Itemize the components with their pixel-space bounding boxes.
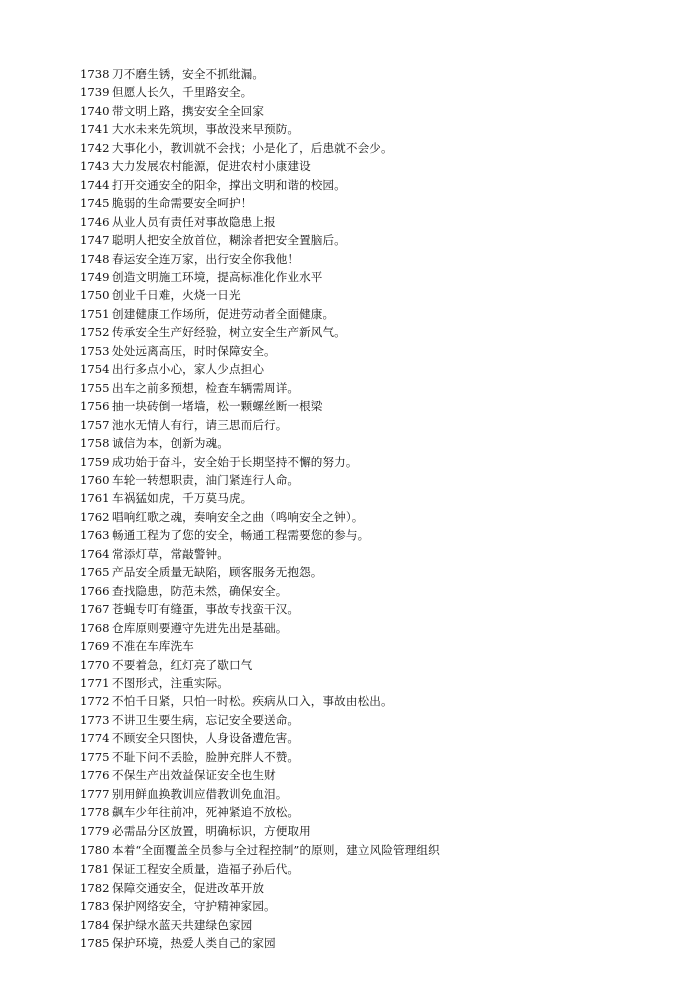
list-item [80,176,440,194]
item-number: 1746 [80,214,110,229]
item-number: 1756 [80,399,110,414]
item-text: 不准在车库洗车 [112,639,194,654]
item-text: 保护网络安全，守护精神家园。 [112,899,276,914]
item-number: 1777 [80,786,110,801]
slogan-list [80,65,440,953]
list-item [80,360,440,378]
item-number: 1785 [80,936,110,951]
item-number: 1770 [80,657,110,672]
list-item [80,582,440,600]
item-number: 1767 [80,602,110,617]
item-number: 1775 [80,749,110,764]
item-number: 1748 [80,251,110,266]
item-text: 苍蝇专叮有缝蛋，事故专找蛮干汉。 [112,602,300,617]
item-text: 唱响红歌之魂，奏响安全之曲（鸣响安全之钟）。 [112,509,364,524]
item-number: 1780 [80,842,110,857]
list-item [80,416,440,434]
item-number: 1755 [80,380,110,395]
item-text: 出车之前多预想，检查车辆需周详。 [112,380,300,395]
item-number: 1776 [80,768,110,783]
item-text: 不顾安全只图快，人身设备遭危害。 [112,731,300,746]
item-text: 刀不磨生锈，安全不抓纰漏。 [112,67,265,81]
item-number: 1739 [80,85,110,100]
item-number: 1751 [80,306,110,321]
list-item [80,803,440,821]
item-number: 1741 [80,122,110,137]
item-number: 1763 [80,528,110,543]
item-text: 别用鲜血换教训应借教训免血泪。 [112,786,288,801]
item-number: 1753 [80,343,110,358]
item-text: 保证工程安全质量，造福子孙后代。 [112,862,300,877]
item-text: 车祸猛如虎，千万莫马虎。 [112,491,253,506]
item-number: 1749 [80,269,110,284]
item-text: 产品安全质量无缺陷，顾客服务无抱怨。 [112,565,323,580]
item-number: 1771 [80,675,110,690]
list-item [80,860,440,878]
list-item [80,711,440,729]
item-number: 1765 [80,565,110,580]
item-text: 聪明人把安全放首位，糊涂者把安全置脑后。 [112,233,346,248]
item-number: 1760 [80,472,110,487]
item-text: 不图形式，注重实际。 [112,675,229,690]
item-text: 飙车少年往前冲，死神紧追不放松。 [112,805,300,820]
item-number: 1784 [80,917,110,932]
list-item [80,545,440,563]
list-item [80,397,440,415]
list-item [80,619,440,637]
item-number: 1740 [80,103,110,118]
list-item [80,656,440,674]
list-item [80,526,440,544]
item-number: 1758 [80,436,110,451]
list-item [80,231,440,249]
list-item [80,434,440,452]
item-text: 不保生产出效益保证安全也生财 [112,768,276,783]
list-item [80,250,440,268]
list-item [80,286,440,304]
item-text: 传承安全生产好经验，树立安全生产新风气。 [112,325,346,340]
list-item [80,194,440,212]
item-text: 打开交通安全的阳伞，撑出文明和谐的校园。 [112,177,346,192]
item-text: 从业人员有责任对事故隐患上报 [112,214,276,229]
item-text: 畅通工程为了您的安全，畅通工程需要您的参与。 [112,528,370,543]
list-item [80,934,440,952]
list-item [80,489,440,507]
item-number: 1778 [80,805,110,820]
item-number: 1769 [80,639,110,654]
item-text: 不怕千日紧，只怕一时松。疾病从口入，事故由松出。 [112,694,393,709]
list-item [80,600,440,618]
item-number: 1774 [80,731,110,746]
item-number: 1759 [80,454,110,469]
list-item [80,879,440,897]
list-item [80,379,440,397]
list-item [80,563,440,581]
item-text: 必需品分区放置，明确标识，方便取用 [112,823,311,838]
item-number: 1743 [80,159,110,174]
item-number: 1782 [80,880,110,895]
item-text: 成功始于奋斗，安全始于长期坚持不懈的努力。 [112,454,358,469]
item-text: 车轮一转想职责，油门紧连行人命。 [112,472,300,487]
item-text: 大事化小，教训就不会找；小是化了，后患就不会少。 [112,140,393,155]
item-text: 春运安全连万家，出行安全你我他！ [112,251,300,266]
item-text: 创造文明施工环境，提高标准化作业水平 [112,269,323,284]
list-item [80,65,440,83]
item-text: 诚信为本，创新为魂。 [112,436,229,451]
list-item [80,766,440,784]
list-item [80,785,440,803]
item-text: 大水未来先筑坝，事故没来早预防。 [112,122,300,137]
list-item [80,157,440,175]
list-item [80,897,440,915]
list-item [80,342,440,360]
item-number: 1742 [80,140,110,155]
item-text: 带文明上路，携安安全全回家 [112,103,265,118]
item-text: 创建健康工作场所，促进劳动者全面健康。 [112,306,335,321]
item-text: 但愿人长久，千里路安全。 [112,85,253,100]
list-item [80,305,440,323]
item-text: 处处远离高压，时时保障安全。 [112,343,276,358]
item-number: 1752 [80,325,110,340]
item-text: 保障交通安全，促进改革开放 [112,880,265,895]
list-item [80,268,440,286]
list-item [80,83,440,101]
item-text: 池水无情人有行，请三思而后行。 [112,417,288,432]
list-item [80,748,440,766]
item-text: 脆弱的生命需要安全呵护！ [112,196,253,211]
list-item [80,840,440,860]
list-item [80,637,440,655]
item-text: 本着“全面覆盖全员参与全过程控制”的原则，建立风险管理组织 [112,842,440,857]
item-number: 1764 [80,546,110,561]
list-item [80,323,440,341]
item-text: 保护绿水蓝天共建绿色家园 [112,917,253,932]
list-item [80,453,440,471]
list-item [80,213,440,231]
item-number: 1761 [80,491,110,506]
item-text: 不讲卫生要生病，忘记安全要送命。 [112,712,300,727]
item-text: 查找隐患，防范未然，确保安全。 [112,583,288,598]
list-item [80,120,440,138]
list-item [80,729,440,747]
list-item [80,471,440,489]
item-number: 1783 [80,899,110,914]
item-number: 1738 [80,67,110,81]
item-number: 1745 [80,196,110,211]
list-item [80,822,440,840]
item-text: 创业千日难，火烧一日光 [112,288,241,303]
item-text: 常添灯草，常敲警钟。 [112,546,229,561]
item-number: 1744 [80,177,110,192]
list-item [80,508,440,526]
list-item [80,139,440,157]
item-number: 1766 [80,583,110,598]
list-item [80,916,440,934]
item-number: 1762 [80,509,110,524]
item-text: 抽一块砖倒一堵墙，松一颗螺丝断一根梁 [112,399,323,414]
item-number: 1781 [80,862,110,877]
list-item [80,674,440,692]
item-text: 出行多点小心，家人少点担心 [112,362,265,377]
item-text: 仓库原则要遵守先进先出是基础。 [112,620,288,635]
item-number: 1772 [80,694,110,709]
item-number: 1779 [80,823,110,838]
item-number: 1773 [80,712,110,727]
item-number: 1750 [80,288,110,303]
list-item [80,102,440,120]
item-number: 1754 [80,362,110,377]
item-text: 大力发展农村能源，促进农村小康建设 [112,159,311,174]
item-text: 不耻下问不丢脸，脸肿充胖人不赞。 [112,749,300,764]
item-number: 1757 [80,417,110,432]
item-text: 不要着急，红灯亮了歇口气 [112,657,253,672]
item-number: 1747 [80,233,110,248]
item-number: 1768 [80,620,110,635]
list-item [80,692,440,710]
item-text: 保护环境，热爱人类自己的家园 [112,936,276,951]
